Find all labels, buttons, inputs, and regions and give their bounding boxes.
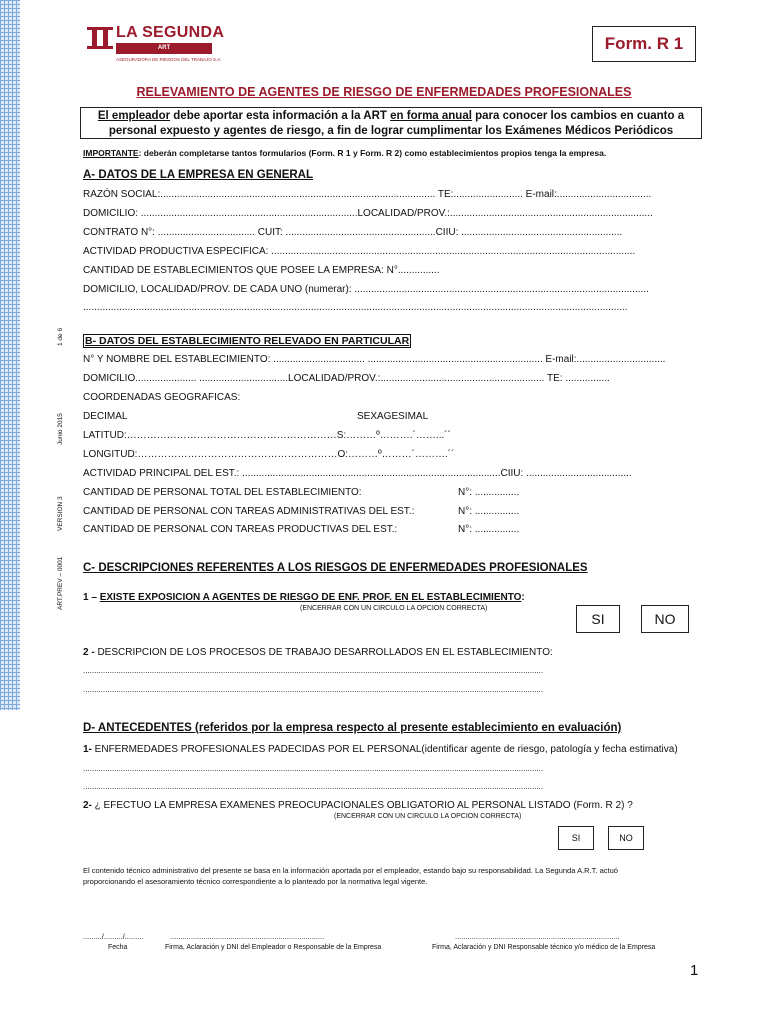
- signature-technician-label: Firma, Aclaración y DNI Responsable técnico y/o médico de la Empresa: [432, 944, 656, 951]
- field-actividad-principal[interactable]: ACTIVIDAD PRINCIPAL DEL EST.: .............................................................................................CIIU: ......................................: [83, 468, 632, 479]
- field-domicilios-extra[interactable]: ....................................................................................................................................................................................................: [83, 302, 628, 313]
- c-q1-colon: :: [521, 592, 525, 603]
- d-q1-field-1[interactable]: ...............................................................................................................................................................................................................: [83, 764, 544, 773]
- signature-fecha-label: Fecha: [108, 944, 128, 951]
- section-a-heading: A- DATOS DE LA EMPRESA EN GENERAL: [83, 169, 314, 181]
- section-d-heading: D- ANTECEDENTES (referidos por la empresa respecto al presente establecimiento en evaluación): [83, 722, 622, 734]
- d-option-si[interactable]: SI: [558, 826, 594, 850]
- side-date: Junio 2015: [57, 413, 64, 445]
- important-label: IMPORTANTE: [83, 148, 139, 158]
- signature-employer-field[interactable]: ..........................................................................: [170, 932, 325, 941]
- c-option-si[interactable]: SI: [576, 605, 620, 633]
- signature-date-field[interactable]: ........./........./.........: [83, 932, 144, 941]
- d-question-1: [83, 744, 678, 755]
- c-q1-note: (ENCERRAR CON UN CIRCULO LA OPCION CORRECTA): [300, 605, 488, 612]
- signature-employer-label: Firma, Aclaración y DNI del Empleador o Responsable de la Empresa: [165, 944, 382, 951]
- field-domicilio-establecimiento[interactable]: DOMICILIO...................... ................................LOCALIDAD/PROV.:........................................................... TE: ................: [83, 373, 610, 384]
- c-question-2: [83, 647, 553, 658]
- intro-box: [80, 107, 702, 139]
- intro-p4: para conocer los cambios en cuanto a: [471, 110, 685, 122]
- side-code: ART.PREV – 0001: [57, 556, 64, 610]
- d-option-no[interactable]: NO: [608, 826, 644, 850]
- personal-productivo-field[interactable]: N°: ................: [458, 524, 520, 535]
- personal-productivo-label: CANTIDAD DE PERSONAL CON TAREAS PRODUCTIVAS DEL EST.:: [83, 524, 398, 535]
- logo-subtitle: ASEGURADORA DE RIESGOS DEL TRABAJO S.A.: [116, 57, 222, 62]
- disclaimer-line-2: proporcionando el asesoramiento técnico correspondiente a lo planteado por la normativa legal vigente.: [83, 877, 428, 886]
- intro-p3: en forma anual: [390, 110, 472, 122]
- decimal-label: DECIMAL: [83, 411, 128, 422]
- field-razon-social[interactable]: RAZÓN SOCIAL:................................................................................................... TE:......................... E-mail:..................................: [83, 189, 652, 200]
- side-version: VERSION 3: [57, 496, 64, 531]
- field-domicilios-cada-uno[interactable]: DOMICILIO, LOCALIDAD/PROV. DE CADA UNO (numerar): ..........................................................................................................: [83, 284, 649, 295]
- section-b-heading: B- DATOS DEL ESTABLECIMIENTO RELEVADO EN PARTICULAR: [85, 335, 410, 347]
- field-nombre-establecimiento[interactable]: N° Y NOMBRE DEL ESTABLECIMIENTO: ................................. ............................................................... E-mail:................................: [83, 354, 666, 365]
- field-domicilio[interactable]: DOMICILIO: ..............................................................................LOCALIDAD/PROV.:.........................................................................: [83, 208, 653, 219]
- logo-name: LA SEGUNDA: [116, 24, 225, 41]
- c-q2-field-2[interactable]: ...............................................................................................................................................................................................................: [83, 685, 544, 694]
- c-q2-text: DESCRIPCION DE LOS PROCESOS DE TRABAJO DESARROLLADOS EN EL ESTABLECIMIENTO:: [97, 647, 553, 658]
- coordenadas-label: COORDENADAS GEOGRAFICAS:: [83, 392, 241, 403]
- side-page: 1 de 6: [57, 327, 64, 346]
- personal-administrativo-field[interactable]: N°: ................: [458, 506, 520, 517]
- c-question-1: [83, 592, 525, 603]
- d-q1-num: 1-: [83, 744, 95, 755]
- intro-p2: debe aportar esta información a la ART: [170, 110, 391, 122]
- c-q2-num: 2 -: [83, 647, 98, 658]
- important-note: [83, 148, 606, 158]
- field-latitud[interactable]: LATITUD:………………………………………………………S:………º……….´……...´´: [83, 430, 451, 441]
- field-cantidad-establecimientos[interactable]: CANTIDAD DE ESTABLECIMIENTOS QUE POSEE LA EMPRESA: N°...............: [83, 265, 440, 276]
- d-question-2: [83, 800, 633, 811]
- c-q2-field-1[interactable]: ...............................................................................................................................................................................................................: [83, 666, 544, 675]
- c-option-no[interactable]: NO: [641, 605, 689, 633]
- c-q1-text: EXISTE EXPOSICION A AGENTES DE RIESGO DE ENF. PROF. EN EL ESTABLECIMIENTO: [99, 592, 522, 603]
- section-c-heading: C- DESCRIPCIONES REFERENTES A LOS RIESGOS DE ENFERMEDADES PROFESIONALES: [83, 562, 588, 574]
- d-q1-field-2[interactable]: ...............................................................................................................................................................................................................: [83, 782, 544, 791]
- field-contrato[interactable]: CONTRATO N°: ................................... CUIT: ......................................................CIIU: ..........................................................: [83, 227, 623, 238]
- disclaimer-line-1: El contenido técnico administrativo del presente se basa en la información aportada por el empleador, estando bajo su responsabilidad. La Segunda A.R.T. actuó: [83, 866, 618, 875]
- c-q1-num: 1 –: [83, 592, 100, 603]
- margin-grid-decoration: [0, 0, 20, 710]
- d-q2-text: ¿ EFECTUO LA EMPRESA EXAMENES PREOCUPACIONALES OBLIGATORIO AL PERSONAL LISTADO (Form. R 2) ?: [94, 800, 633, 811]
- field-actividad-productiva[interactable]: ACTIVIDAD PRODUCTIVA ESPECIFICA: ...................................................................................................................................: [83, 246, 636, 257]
- personal-administrativo-label: CANTIDAD DE PERSONAL CON TAREAS ADMINISTRATIVAS DEL EST.:: [83, 506, 415, 517]
- intro-line2: personal expuesto y agentes de riesgo, a fin de lograr cumplimentar los Exámenes Médicos Periódicos: [108, 124, 674, 137]
- d-q1-text: ENFERMEDADES PROFESIONALES PADECIDAS POR EL PERSONAL(identificar agente de riesgo, patología y fecha estimativa): [94, 744, 678, 755]
- intro-p1: El empleador: [97, 110, 171, 122]
- field-longitud[interactable]: LONGITUD:……………………………………………………O:………º………´……….´´: [83, 449, 455, 460]
- logo-art: ART: [116, 43, 212, 54]
- personal-total-label: CANTIDAD DE PERSONAL TOTAL DEL ESTABLECIMIENTO:: [83, 487, 362, 498]
- important-text: : deberán completarse tantos formularios (Form. R 1 y Form. R 2) como establecimientos propios tenga la empresa.: [138, 148, 607, 158]
- signature-technician-field[interactable]: ...............................................................................: [455, 932, 620, 941]
- form-code: Form. R 1: [592, 26, 696, 62]
- page-number: 1: [690, 962, 699, 979]
- sexagesimal-label: SEXAGESIMAL: [357, 411, 429, 422]
- d-q2-note: (ENCERRAR CON UN CIRCULO LA OPCION CORRECTA): [334, 813, 522, 820]
- personal-total-field[interactable]: N°: ................: [458, 487, 520, 498]
- logo-icon: [87, 27, 113, 49]
- d-q2-num: 2-: [83, 800, 95, 811]
- page-title: RELEVAMIENTO DE AGENTES DE RIESGO DE ENFERMEDADES PROFESIONALES: [136, 85, 632, 99]
